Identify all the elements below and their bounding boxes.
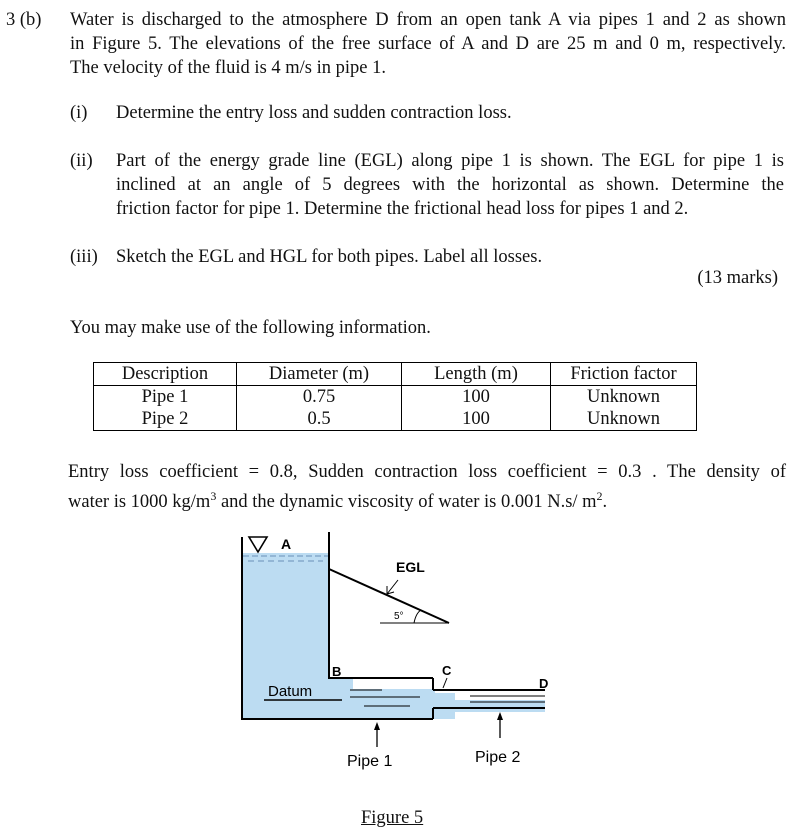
angle-arc xyxy=(414,610,421,623)
label-pipe-2: Pipe 2 xyxy=(475,749,521,766)
intro-line-3: The velocity of the fluid is 4 m/s in pipe 1. xyxy=(70,58,386,78)
label-egl: EGL xyxy=(396,559,425,575)
c-tick xyxy=(443,678,447,688)
part-ii-number: (ii) xyxy=(70,151,93,171)
table-cell: 100 xyxy=(402,386,551,409)
free-surface-symbol xyxy=(249,537,267,552)
superscript: 3 xyxy=(210,489,217,503)
part-i-text: Determine the entry loss and sudden contraction loss. xyxy=(116,103,512,123)
tank-wall-right xyxy=(329,532,355,678)
table-cell: 100 xyxy=(402,408,551,431)
egl-pointer-arrow xyxy=(387,580,398,594)
table-header: Diameter (m) xyxy=(237,363,402,386)
info-intro: You may make use of the following information. xyxy=(70,318,431,338)
table-header: Length (m) xyxy=(402,363,551,386)
question-number: 3 (b) xyxy=(6,10,42,30)
part-ii-line-1: Part of the energy grade line (EGL) along pipe 1 is shown. The EGL for pipe 1 is xyxy=(116,151,784,171)
intro-line-2: in Figure 5. The elevations of the free surface of A and D are 25 m and 0 m, respectively. xyxy=(70,34,786,54)
part-ii-line-2: inclined at an angle of 5 degrees with the horizontal as shown. Determine the xyxy=(116,175,784,195)
label-pipe-1: Pipe 1 xyxy=(347,753,393,770)
figure-caption: Figure 5 xyxy=(361,808,424,828)
part-ii-line-3: friction factor for pipe 1. Determine the frictional head loss for pipes 1 and 2. xyxy=(116,199,689,219)
table-cell: Unknown xyxy=(551,408,697,431)
arrow-head xyxy=(497,712,503,720)
coeff-density: water is 1000 kg/m xyxy=(68,492,211,513)
coeff-line-1: Entry loss coefficient = 0.8, Sudden contraction loss coefficient = 0.3 . The density of xyxy=(68,462,786,482)
label-d: D xyxy=(539,676,549,691)
table-header: Friction factor xyxy=(551,363,697,386)
table-cell: Pipe 2 xyxy=(94,408,237,431)
superscript: 2 xyxy=(596,489,603,503)
label-angle: 5° xyxy=(394,611,404,622)
intro-line-1: Water is discharged to the atmosphere D from an open tank A via pipes 1 and 2 as shown xyxy=(70,10,786,30)
table-header: Description xyxy=(94,363,237,386)
table-cell: 0.5 xyxy=(237,408,402,431)
arrow-head xyxy=(374,722,380,730)
table-cell: Pipe 1 xyxy=(94,386,237,409)
table-cell: 0.75 xyxy=(237,386,402,409)
egl-line xyxy=(329,569,449,623)
label-b: B xyxy=(332,664,342,679)
part-iii-text: Sketch the EGL and HGL for both pipes. Label all losses. xyxy=(116,247,543,267)
coeff-viscosity: and the dynamic viscosity of water is 0.001 N.s/ m xyxy=(216,492,597,513)
label-datum: Datum xyxy=(268,683,313,700)
label-c: C xyxy=(442,663,452,678)
marks: (13 marks) xyxy=(697,268,778,288)
part-iii-number: (iii) xyxy=(70,247,98,267)
label-a: A xyxy=(281,536,292,552)
table-cell: Unknown xyxy=(551,386,697,409)
part-i-number: (i) xyxy=(70,103,88,123)
coeff-end: . xyxy=(602,492,608,513)
